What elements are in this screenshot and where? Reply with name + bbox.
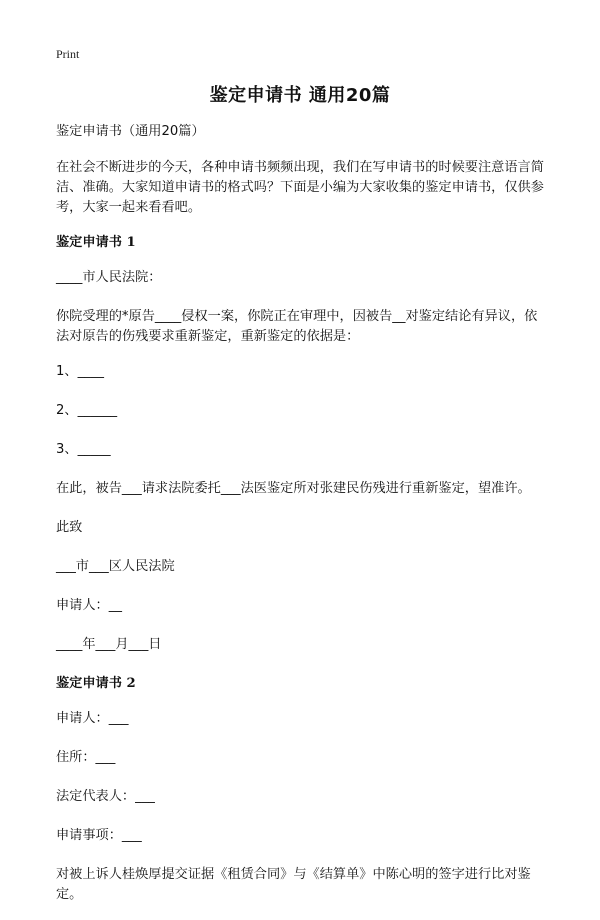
- basis-item-3: 3、_____: [56, 442, 111, 457]
- matter-line: 申请事项：___: [56, 828, 142, 843]
- date-line: ____年___月___日: [56, 637, 162, 652]
- court-line: ____市人民法院：: [56, 270, 162, 285]
- closing-line: 此致: [56, 520, 83, 535]
- legal-rep-line: 法定代表人：___: [56, 789, 155, 804]
- page-title: 鉴定申请书 通用20篇: [209, 85, 391, 106]
- residence-line: 住所：___: [56, 750, 116, 765]
- section-heading-2: 鉴定申请书 2: [56, 676, 136, 691]
- basis-item-1: 1、____: [56, 364, 104, 379]
- document-subtitle: 鉴定申请书（通用20篇）: [56, 124, 205, 139]
- applicant-line: 申请人：__: [56, 598, 122, 613]
- addressee-line: ___市___区人民法院: [56, 559, 175, 574]
- basis-item-2: 2、______: [56, 403, 118, 418]
- section2-body: 对被上诉人桂焕厚提交证据《租赁合同》与《结算单》中陈心明的签字进行比对鉴定。: [56, 867, 531, 902]
- section1-body: 你院受理的*原告____侵权一案，你院正在审理中，因被告__对鉴定结论有异议，依法对原告的伤残要求重新鉴定，重新鉴定的依据是：: [56, 309, 538, 344]
- intro-paragraph: 在社会不断进步的今天，各种申请书频频出现，我们在写申请书的时候要注意语言简洁、准确。大家知道申请书的格式吗？下面是小编为大家收集的鉴定申请书，仅供参考，大家一起来看看吧。: [56, 160, 544, 215]
- section-heading-1: 鉴定申请书 1: [56, 235, 136, 250]
- print-link[interactable]: Print: [56, 47, 80, 61]
- request-paragraph: 在此，被告___请求法院委托___法医鉴定所对张建民伤残进行重新鉴定，望准许。: [56, 481, 531, 496]
- applicant-line-2: 申请人：___: [56, 711, 129, 726]
- document-body: [56, 122, 550, 920]
